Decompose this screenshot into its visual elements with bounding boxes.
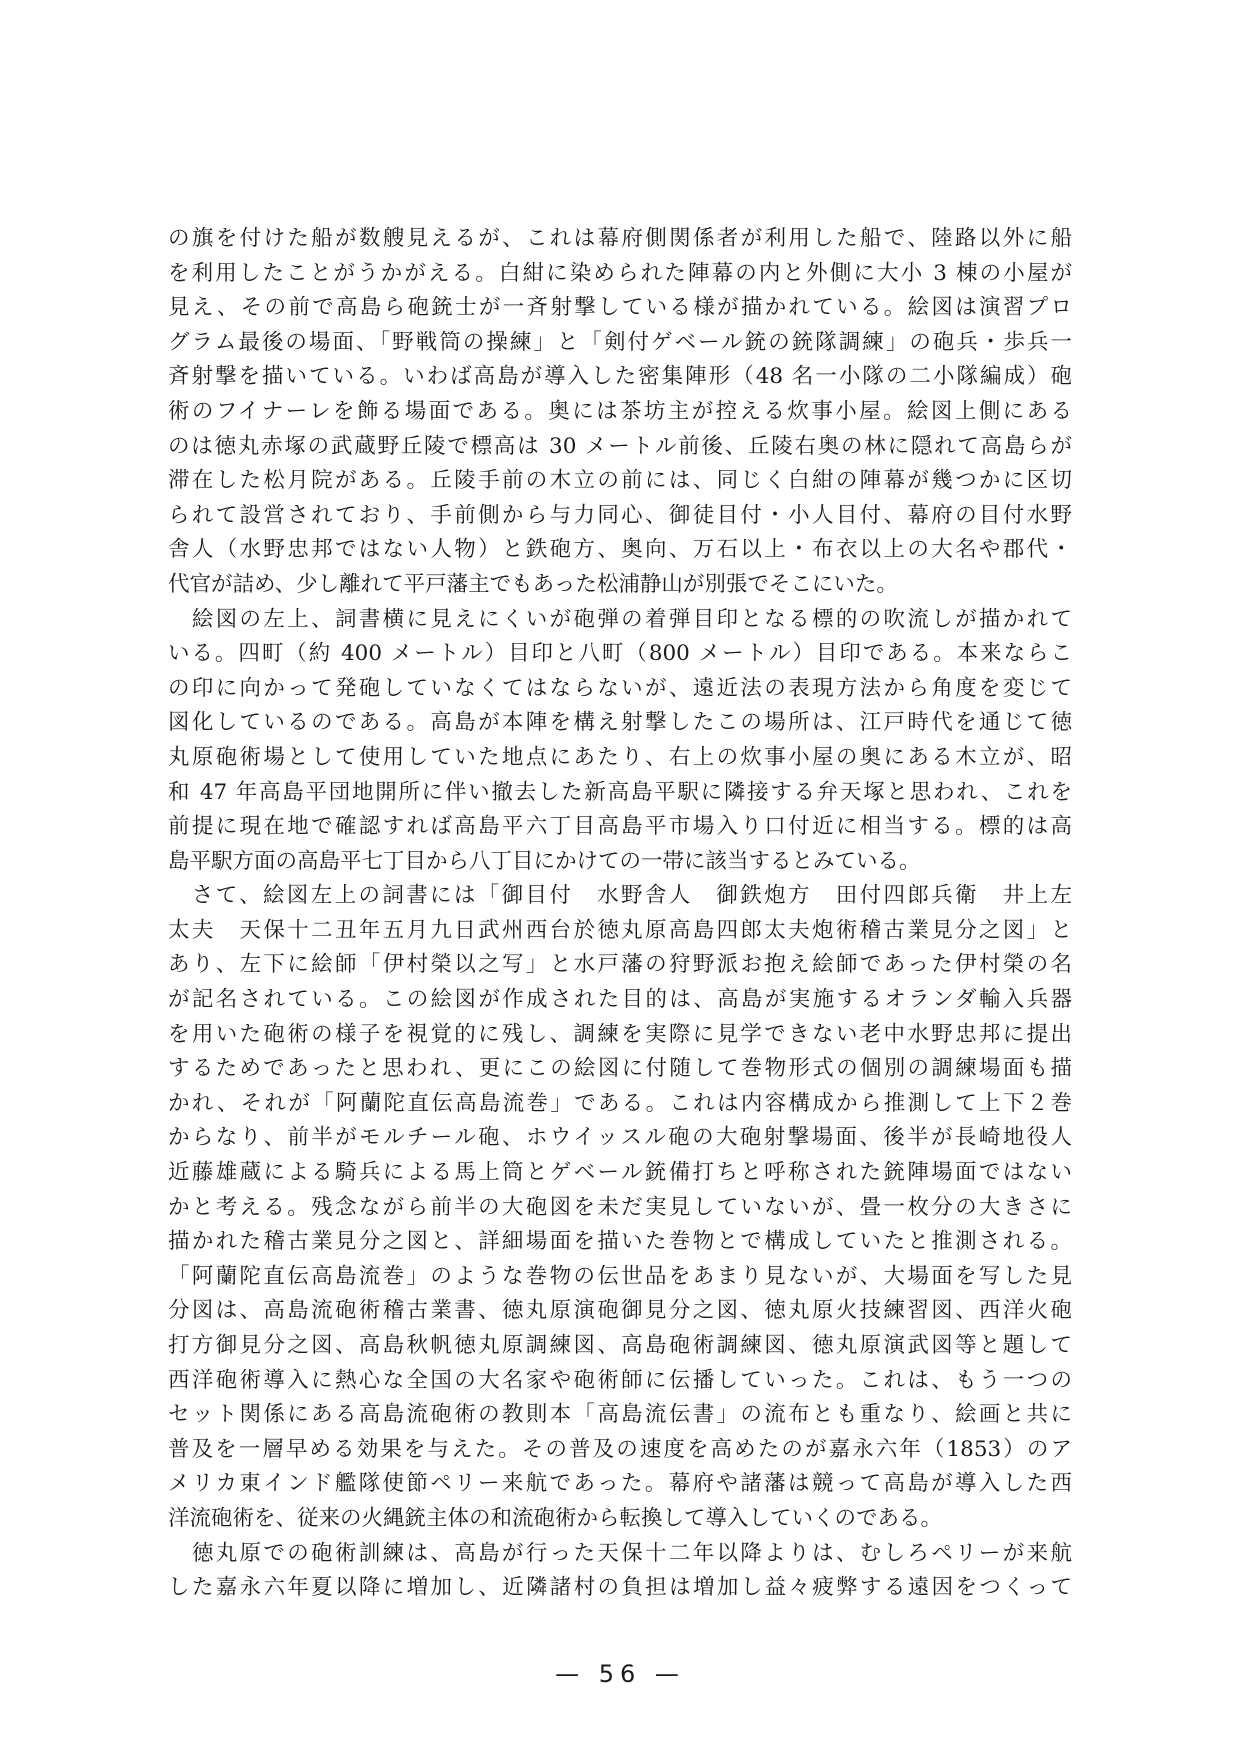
text-line: 前提に現在地で確認すれば高島平六丁目高島平市場入り口付近に相当する。標的は高 — [168, 814, 1072, 840]
text-line: メリカ東インド艦隊使節ペリー来航であった。幕府や諸藩は競って高島が導入した西 — [168, 1471, 1072, 1497]
text-line: 普及を一層早める効果を与えた。その普及の速度を高めたのが嘉永六年（1853）のア — [168, 1436, 1072, 1462]
text-line: られて設営されており、手前側から与力同心、御徒目付・小人目付、幕府の目付水野 — [168, 502, 1072, 528]
text-line: いる。四町（約 400 メートル）目印と八町（800 メートル）目印である。本来ならこ — [168, 641, 1072, 667]
text-line: の印に向かって発砲していなくてはならないが、遠近法の表現方法から角度を変じて — [168, 675, 1072, 701]
text-line: 斉射撃を描いている。いわば高島が導入した密集陣形（48 名一小隊の二小隊編成）砲 — [168, 364, 1072, 390]
text-line: さて、絵図左上の詞書には「御目付 水野舎人 御鉄炮方 田付四郎兵衛 井上左 — [168, 883, 1072, 909]
text-line: かと考える。残念ながら前半の大砲図を未だ実見していないが、畳一枚分の大きさに — [168, 1194, 1072, 1220]
body-text — [168, 222, 1072, 1606]
text-line: 西洋砲術導入に熱心な全国の大名家や砲術師に伝播していった。これは、もう一つの — [168, 1367, 1072, 1393]
text-line: 舎人（水野忠邦ではない人物）と鉄砲方、奥向、万石以上・布衣以上の大名や郡代・ — [168, 537, 1072, 563]
text-line: 滞在した松月院がある。丘陵手前の木立の前には、同じく白紺の陣幕が幾つかに区切 — [168, 468, 1072, 494]
text-line: 近藤雄蔵による騎兵による馬上筒とゲベール銃備打ちと呼称された銃陣場面ではない — [168, 1160, 1072, 1186]
text-line: するためであったと思われ、更にこの絵図に付随して巻物形式の個別の調練場面も描 — [168, 1056, 1072, 1082]
text-line: 描かれた稽古業見分之図と、詳細場面を描いた巻物とで構成していたと推測される。 — [168, 1229, 1072, 1255]
text-line: 見え、その前で高島ら砲銃士が一斉射撃している様が描かれている。絵図は演習プロ — [168, 295, 1072, 321]
page-number: — 56 — — [555, 1660, 685, 1688]
text-line: 和 47 年高島平団地開所に伴い撤去した新高島平駅に隣接する弁天塚と思われ、これを — [168, 779, 1072, 805]
text-line: 打方御見分之図、高島秋帆徳丸原調練図、高島砲術調練図、徳丸原演武図等と題して — [168, 1333, 1072, 1358]
text-line: の旗を付けた船が数艘見えるが、これは幕府側関係者が利用した船で、陸路以外に船 — [168, 226, 1072, 251]
text-line: 代官が詰め、少し離れて平戸藩主でもあった松浦静山が別張でそこにいた。 — [168, 571, 898, 597]
text-line: した嘉永六年夏以降に増加し、近隣諸村の負担は増加し益々疲弊する遠因をつくって — [168, 1575, 1072, 1601]
text-line: からなり、前半がモルチール砲、ホウイッスル砲の大砲射撃場面、後半が長崎地役人 — [168, 1125, 1072, 1151]
text-line: 絵図の左上、詞書横に見えにくいが砲弾の着弾目印となる標的の吹流しが描かれて — [168, 606, 1072, 632]
text-line: 丸原砲術場として使用していた地点にあたり、右上の炊事小屋の奥にある木立が、昭 — [168, 744, 1072, 770]
text-line: 太夫 天保十二丑年五月九日武州西台於徳丸原高島四郎太夫炮術稽古業見分之図」と — [168, 917, 1072, 943]
text-line: のは徳丸赤塚の武蔵野丘陵で標高は 30 メートル前後、丘陵右奥の林に隠れて高島らが — [168, 433, 1072, 459]
text-line: セット関係にある高島流砲術の教則本「高島流伝書」の流布とも重なり、絵画と共に — [168, 1402, 1072, 1428]
text-line: 「阿蘭陀直伝高島流巻」のような巻物の伝世品をあまり見ないが、大場面を写した見 — [168, 1263, 1072, 1289]
text-line: かれ、それが「阿蘭陀直伝高島流巻」である。これは内容構成から推測して上下２巻 — [168, 1090, 1072, 1116]
text-line: 術のフイナーレを飾る場面である。奥には茶坊主が控える炊事小屋。絵図上側にある — [168, 398, 1072, 424]
text-line: が記名されている。この絵図が作成された目的は、高島が実施するオランダ輸入兵器 — [168, 987, 1072, 1013]
text-line: 洋流砲術を、従来の火縄銃主体の和流砲術から転換して導入していくのである。 — [168, 1505, 943, 1531]
text-line: を利用したことがうかがえる。白紺に染められた陣幕の内と外側に大小 3 棟の小屋が — [168, 260, 1072, 286]
text-line: を用いた砲術の様子を視覚的に残し、調練を実際に見学できない老中水野忠邦に提出 — [168, 1021, 1072, 1047]
text-line: グラム最後の場面、「野戦筒の操練」と「剣付ゲベール銃の銃隊調練」の砲兵・歩兵一 — [168, 329, 1072, 355]
text-line: 徳丸原での砲術訓練は、高島が行った天保十二年以降よりは、むしろペリーが来航 — [168, 1540, 1072, 1566]
text-line: 分図は、高島流砲術稽古業書、徳丸原演砲御見分之図、徳丸原火技練習図、西洋火砲 — [168, 1298, 1072, 1324]
text-line: 島平駅方面の高島平七丁目から八丁目にかけての一帯に該当するとみている。 — [168, 848, 921, 874]
text-line: 図化しているのである。高島が本陣を構え射撃したこの場所は、江戸時代を通じて徳 — [168, 710, 1072, 736]
text-line: あり、左下に絵師「伊村榮以之写」と水戸藩の狩野派お抱え絵師であった伊村榮の名 — [168, 952, 1072, 978]
